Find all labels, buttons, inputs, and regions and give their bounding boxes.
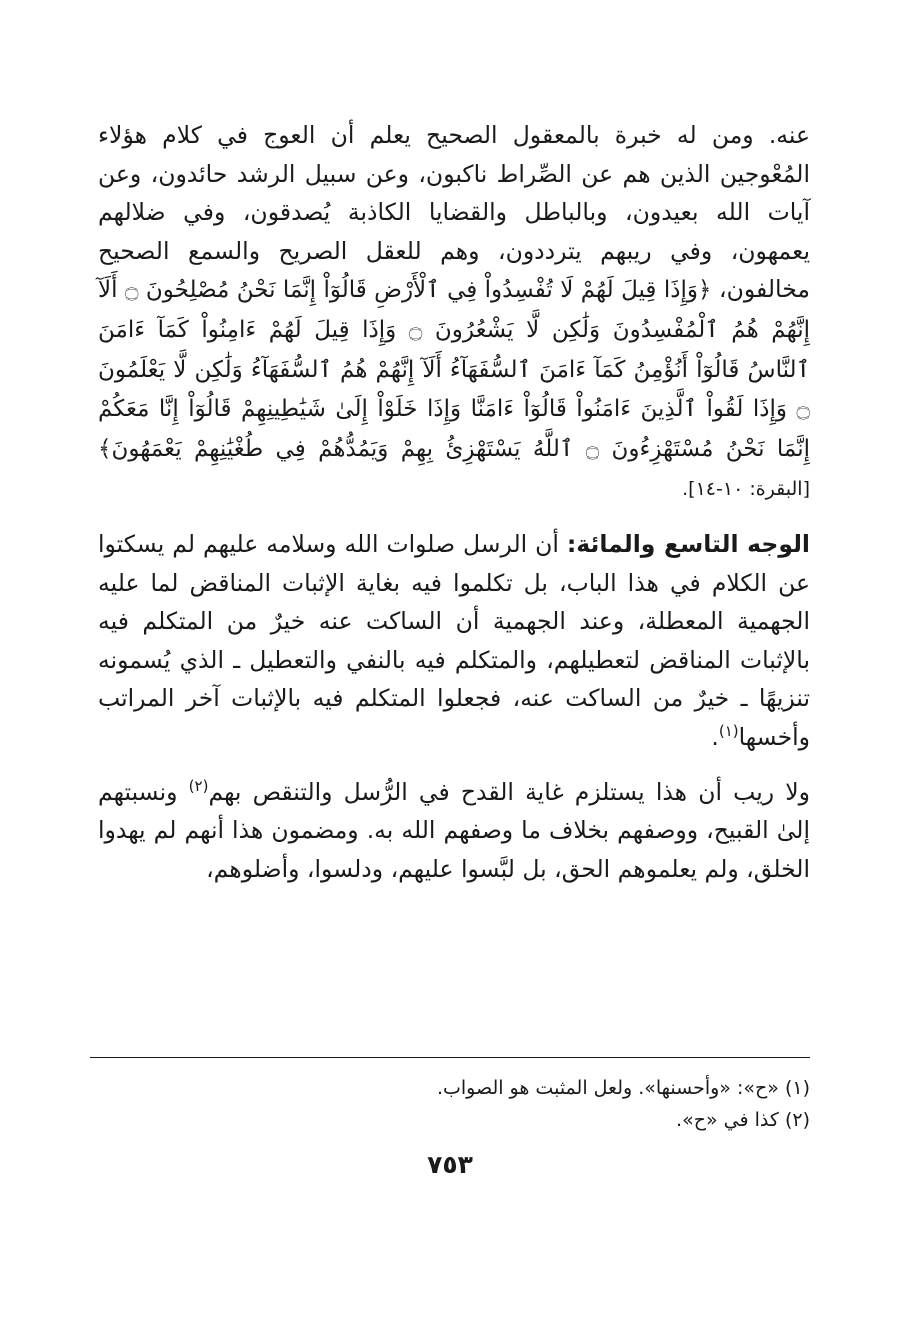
footnotes — [90, 1072, 810, 1136]
footnote-2 — [90, 1104, 810, 1136]
paragraph-3-text-a: ولا ريب أن هذا يستلزم غاية القدح في الرُّسل والتنقص بهم — [208, 777, 810, 806]
footnote-divider — [90, 1057, 810, 1058]
footnote-number: (١) — [784, 1077, 810, 1099]
main-text — [98, 116, 810, 888]
paragraph-1-text: عنه. ومن له خبرة بالمعقول الصحيح يعلم أن العوج في كلام هؤلاء المُعْوجين الذين هم عن الصِّراط ناكبون، وعن سبيل الرشد حائدون، وعن آيات الله بعيدون، وبالباطل والقضايا الكاذبة يُصدقون، وفي ضلالهم يعمهون، وفي ريبهم يترددون، وهم للعقل الصريح والسمع الصحيح مخالفون، — [98, 121, 810, 304]
paragraph-2-text: أن الرسل صلوات الله وسلامه عليهم لم يسكتوا عن الكلام في هذا الباب، بل تكلموا فيه بغاية الإثبات المناقض لما عليه الجهمية المعطلة، وعند الجهمية أن الساكت عنه خيرٌ من المتكلم فيه بالإثبات المناقض لتعطيلهم، والمتكلم فيه بالنفي والتعطيل ـ الذي يُسمونه تنزيهًا ـ خيرٌ من الساكت عنه، فجعلوا المتكلم فيه بالإثبات آخر المراتب وأخسها — [98, 529, 810, 751]
footnote-1 — [90, 1072, 810, 1104]
footnote-marker-2: (٢) — [188, 776, 209, 795]
section-heading: الوجه التاسع والمائة: — [566, 529, 810, 558]
footnote-number: (٢) — [784, 1109, 810, 1131]
paragraph-1 — [98, 116, 810, 509]
verse-reference: [البقرة: ١٠-١٤]. — [682, 478, 810, 501]
footnote-text: «ح»: «وأحسنها». ولعل المثبت هو الصواب. — [436, 1077, 779, 1099]
quran-verse: ﴿وَإِذَا قِيلَ لَهُمْ لَا تُفْسِدُواْ فِي ٱلْأَرْضِ قَالُوٓاْ إِنَّمَا نَحْنُ مُصْلِحُونَ ۝ أَلَآ إِنَّهُمْ هُمُ ٱلْمُفْسِدُونَ وَلَٰكِن لَّا يَشْعُرُونَ ۝ وَإِذَا قِيلَ لَهُمْ ءَامِنُواْ كَمَآ ءَامَنَ ٱلنَّاسُ قَالُوٓاْ أَنُؤْمِنُ كَمَآ ءَامَنَ ٱلسُّفَهَآءُ أَلَآ إِنَّهُمْ هُمُ ٱلسُّفَهَآءُ وَلَٰكِن لَّا يَعْلَمُونَ ۝ وَإِذَا لَقُواْ ٱلَّذِينَ ءَامَنُواْ قَالُوٓاْ ءَامَنَّا وَإِذَا خَلَوْاْ إِلَىٰ شَيَٰطِينِهِمْ قَالُوٓاْ إِنَّا مَعَكُمْ إِنَّمَا نَحْنُ مُسْتَهْزِءُونَ ۝ ٱللَّهُ يَسْتَهْزِئُ بِهِمْ وَيَمُدُّهُمْ فِي طُغْيَٰنِهِمْ يَعْمَهُونَ﴾ — [98, 277, 810, 462]
paragraph-3 — [98, 773, 810, 889]
footnote-text: كذا في «ح». — [676, 1109, 779, 1131]
paragraph-2-end: . — [711, 722, 719, 751]
paragraph-2 — [98, 525, 810, 757]
page-number: ٧٥٣ — [427, 1150, 473, 1179]
footnote-marker-1: (١) — [718, 722, 739, 741]
paragraph-3-text-b: ونسبتهم إلىٰ القبيح، ووصفهم بخلاف ما وصفهم الله به. ومضمون هذا أنهم لم يهدوا الخلق، ولم يعلموهم الحق، بل لبَّسوا عليهم، ودلسوا، وأضلوهم، — [98, 777, 810, 883]
